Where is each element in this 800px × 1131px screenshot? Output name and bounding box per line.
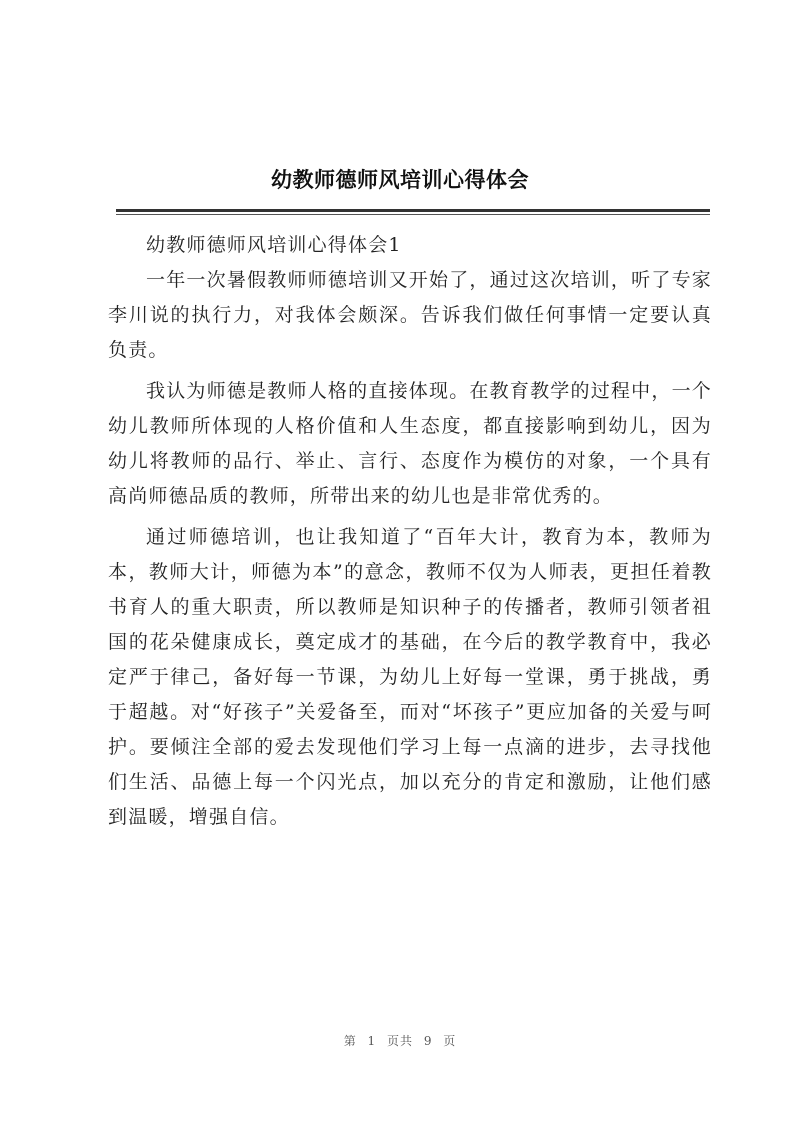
paragraph: 我认为师德是教师人格的直接体现。在教育教学的过程中，一个幼儿教师所体现的人格价值和人生态度，都直接影响到幼儿，因为幼儿将教师的品行、举止、言行、态度作为模仿的对象，一个具有高尚师德品质的教师，所带出来的幼儿也是非常优秀的。 <box>108 380 712 507</box>
document-body <box>108 228 712 841</box>
title-divider <box>116 209 710 212</box>
section-heading: 幼教师德师风培训心得体会1 <box>146 234 402 256</box>
title-divider-thin <box>116 214 710 215</box>
paragraph: 一年一次暑假教师师德培训又开始了，通过这次培训，听了专家李川说的执行力，对我体会颇深。告诉我们做任何事情一定要认真负责。 <box>108 269 712 361</box>
document-title: 幼教师德师风培训心得体会 <box>271 167 529 192</box>
paragraph: 通过师德培训，也让我知道了“百年大计，教育为本，教师为本，教师大计，师德为本”的意念，教师不仅为人师表，更担任着教书育人的重大职责，所以教师是知识种子的传播者，教师引领者祖国的花朵健康成长，奠定成才的基础，在今后的教学教育中，我必定严于律己，备好每一节课，为幼儿上好每一堂课，勇于挑战，勇于超越。对“好孩子”关爱备至，而对“坏孩子”更应加备的关爱与呵护。要倾注全部的爱去发现他们学习上每一点滴的进步，去寻找他们生活、品德上每一个闪光点，加以充分的肯定和激励，让他们感到温暖，增强自信。 <box>108 526 712 828</box>
page-number: 第 1 页共 9 页 <box>343 1034 457 1048</box>
